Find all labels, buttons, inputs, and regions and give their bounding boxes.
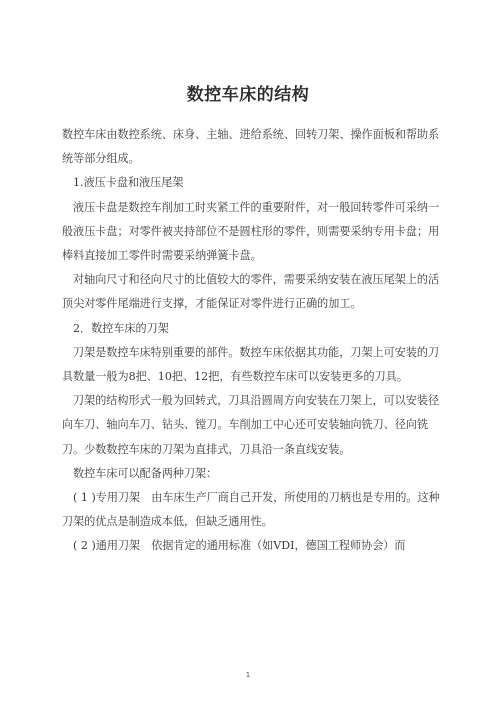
paragraph-turret-structure: 刀架的结构形式一般为回转式，刀具沿圆周方向安装在刀架上，可以安装径向车刀、轴向车刀、钻头、镗刀。车削加工中心还可安装轴向铣刀、径向铣刀。少数数控车床的刀架为直排式，刀具沿一条直线安装。: [62, 394, 440, 456]
document-title: 数控车床的结构: [186, 85, 310, 105]
paragraph-tailstock: 对轴向尺寸和径向尺寸的比值较大的零件，需要采纳安装在液压尾架上的活顶尖对零件尾端进行支撑，才能保证对零件进行正确的加工。: [62, 273, 440, 311]
paragraph-tool-turret: 刀架是数控车床特别重要的部件。数控车床依据其功能，刀架上可安装的刀具数量一般为8把、10把、12把，有些数控车床可以安装更多的刀具。: [62, 345, 440, 384]
heading-tool-turret: 2．数控车床的刀架: [73, 321, 169, 335]
paragraph-hydraulic-chuck: 液压卡盘是数控车削加工时夹紧工件的重要附件，对一般回转零件可采纳一般液压卡盘；对零件被夹持部位不是圆柱形的零件，则需要采纳专用卡盘；用棒料直接加工零件时需要采纳弹簧卡盘。: [62, 200, 440, 263]
paragraph-turret-types: 数控车床可以配备两种刀架：: [73, 466, 218, 480]
paragraph-special-turret: ( 1 )专用刀架 由车床生产厂商自己开发，所使用的刀柄也是专用的。这种刀架的优点是制造成本低，但缺乏通用性。: [62, 491, 440, 529]
page-number: 1: [245, 671, 251, 679]
paragraph-intro: 数控车床由数控系统、床身、主轴、进给系统、回转刀架、操作面板和帮助系统等部分组成。: [62, 128, 440, 166]
paragraph-general-turret: ( 2 )通用刀架 依据肯定的通用标准（如VDI，德国工程师协会）而: [73, 539, 406, 553]
document-body: [62, 123, 444, 559]
heading-hydraulic-chuck: 1.液压卡盘和液压尾架: [73, 176, 184, 190]
